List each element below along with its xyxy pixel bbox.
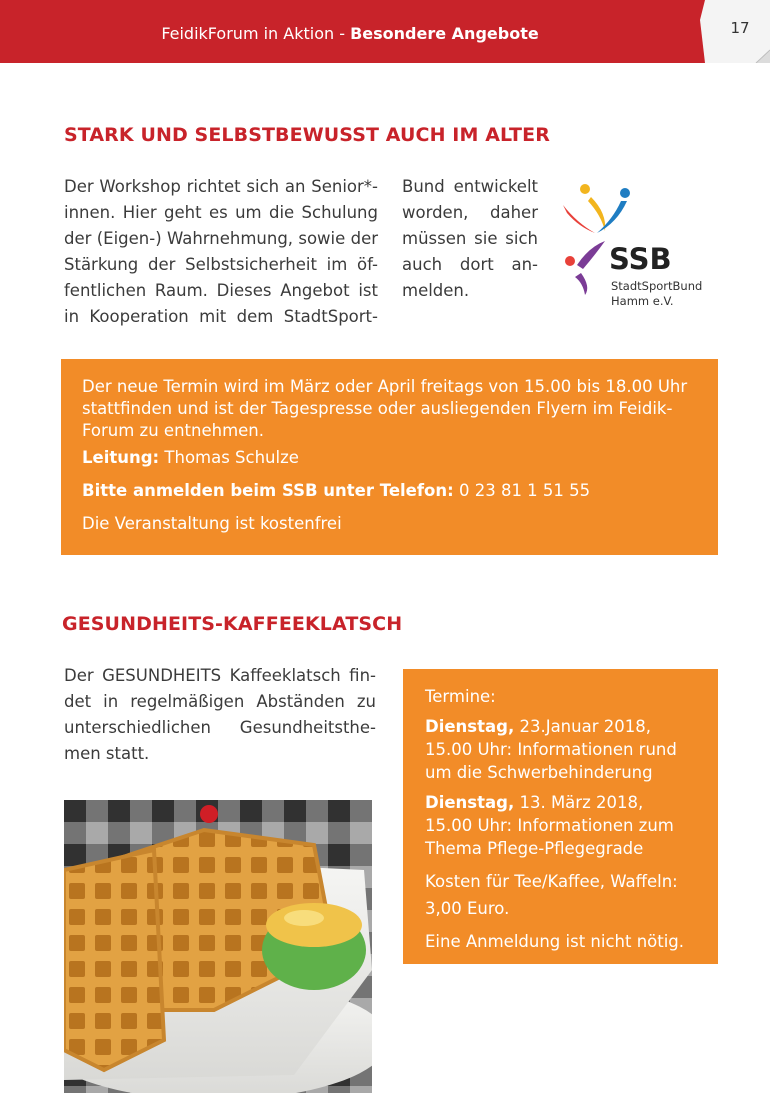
page-number: 17 bbox=[730, 19, 750, 37]
anmelden-label: Bitte anmelden beim SSB unter Telefon: bbox=[82, 481, 454, 500]
logo-line2: Hamm e.V. bbox=[611, 294, 674, 308]
text-line: Der Workshop richtet sich an Senior*- bbox=[64, 177, 378, 196]
termin1-date: 23.Januar 2018, bbox=[514, 717, 651, 736]
phone-number: 0 23 81 1 51 55 bbox=[453, 481, 591, 500]
kosten-line2: 3,00 Euro. bbox=[425, 899, 510, 918]
termin1-line1 bbox=[425, 715, 718, 738]
text-line: fentlichen Raum. Dieses Angebot ist bbox=[64, 281, 378, 300]
termin2-line2: 15.00 Uhr: Informationen zum bbox=[425, 816, 674, 835]
text-line: Der GESUNDHEITS Kaffeeklatsch fin- bbox=[64, 666, 376, 685]
text-line: der (Eigen-) Wahrnehmung, sowie der bbox=[64, 229, 378, 248]
termin2-date: 13. März 2018, bbox=[514, 793, 644, 812]
text-line: müssen sie sich bbox=[402, 229, 538, 248]
ssb-logo bbox=[555, 183, 725, 313]
termin1-line3: um die Schwerbehinderung bbox=[425, 763, 653, 782]
text-line: Bund entwickelt bbox=[402, 177, 538, 196]
section1-text-col1 bbox=[64, 174, 378, 330]
leitung-value: Thomas Schulze bbox=[159, 448, 299, 467]
leitung-line bbox=[82, 447, 718, 469]
text-line: worden, daher bbox=[402, 203, 538, 222]
leitung-label: Leitung: bbox=[82, 448, 160, 467]
termine-title: Termine: bbox=[425, 687, 496, 706]
info-box bbox=[61, 359, 718, 555]
section-heading-kaffeeklatsch: GESUNDHEITS-KAFFEEKLATSCH bbox=[62, 613, 403, 635]
termin1-day: Dienstag, bbox=[425, 717, 515, 736]
section-heading-stark: STARK UND SELBSTBEWUSST AUCH IM ALTER bbox=[64, 124, 550, 146]
text-line: Stärkung der Selbstsicherheit im öf- bbox=[64, 255, 378, 274]
logo-line1: StadtSportBund bbox=[611, 279, 703, 293]
termin2-day: Dienstag, bbox=[425, 793, 515, 812]
text-line: auch dort an- bbox=[402, 255, 538, 274]
text-line: in Kooperation mit dem StadtSport- bbox=[64, 307, 378, 326]
section2-text bbox=[64, 663, 376, 767]
termin2-line3: Thema Pflege-Pflegegrade bbox=[425, 839, 644, 858]
kostenfrei-line: Die Veranstaltung ist kostenfrei bbox=[82, 514, 342, 533]
header-bar bbox=[0, 0, 770, 63]
waffle-photo bbox=[64, 800, 372, 1093]
logo-abbr: SSB bbox=[609, 242, 672, 276]
text-line: unterschiedlichen Gesundheitsthe- bbox=[64, 718, 376, 737]
termin2-line1 bbox=[425, 791, 718, 814]
text-line: melden. bbox=[402, 281, 470, 300]
anmeldung-line: Eine Anmeldung ist nicht nötig. bbox=[425, 932, 685, 951]
header-title bbox=[0, 24, 700, 43]
header-title-normal: FeidikForum in Aktion - bbox=[161, 24, 351, 43]
info-line: stattfinden und ist der Tagespresse oder ausliegenden Flyern im Feidik- bbox=[82, 399, 673, 418]
text-line: innen. Hier geht es um die Schulung bbox=[64, 203, 378, 222]
termin1-line2: 15.00 Uhr: Informationen rund bbox=[425, 740, 677, 759]
header-title-bold: Besondere Angebote bbox=[350, 24, 539, 43]
termine-box bbox=[403, 669, 718, 964]
section1-text-col2 bbox=[402, 174, 538, 304]
info-line: Forum zu entnehmen. bbox=[82, 421, 264, 440]
text-line: men statt. bbox=[64, 744, 150, 763]
info-line: Der neue Termin wird im März oder April freitags von 15.00 bis 18.00 Uhr bbox=[82, 377, 688, 396]
anmelden-line bbox=[82, 480, 718, 502]
kosten-line1: Kosten für Tee/Kaffee, Waffeln: bbox=[425, 872, 678, 891]
text-line: det in regelmäßigen Abständen zu bbox=[64, 692, 376, 711]
